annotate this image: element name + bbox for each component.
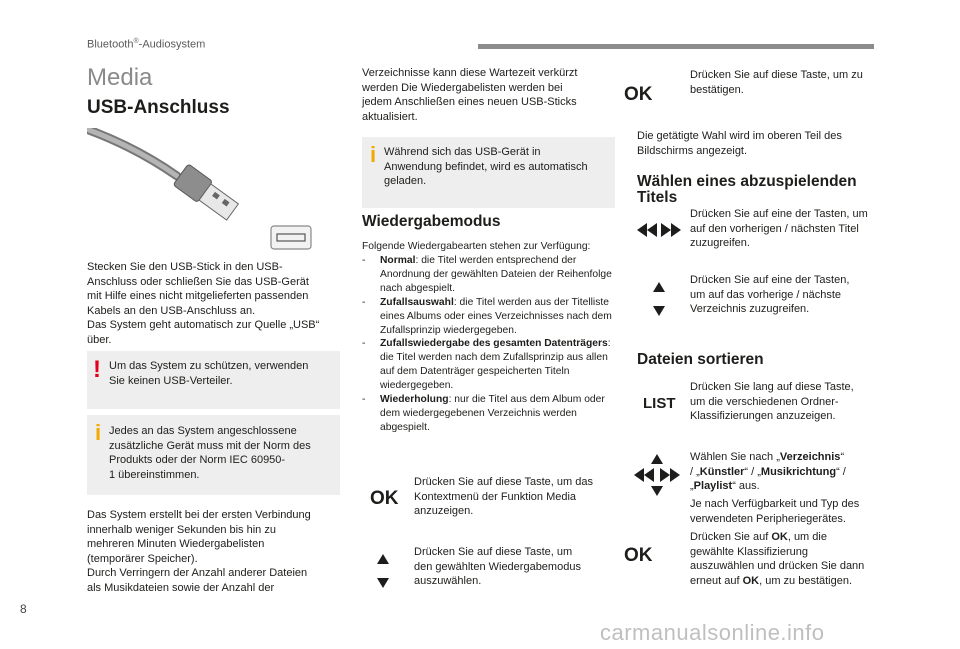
page-number: 8 <box>20 602 27 616</box>
list-long-press-text: Drücken Sie lang auf diese Taste, um die verschiedenen Ordner- Klassifizierungen anzuzeigen. <box>690 381 854 423</box>
warning-exclamation-icon: ! <box>93 356 101 383</box>
info-text-standard: Jedes an das System angeschlossene zusätzliche Gerät muss mit der Norm des Produkts oder der Norm IEC 60950- 1 übereinstimmen. <box>109 425 311 481</box>
left-right-arrows-icon <box>637 222 681 238</box>
mode-name: Normal <box>380 255 416 266</box>
ok-button-icon: OK <box>624 545 653 566</box>
usb-heading: USB-Anschluss <box>87 97 230 118</box>
page-header <box>87 38 205 51</box>
usb-connect-paragraph: Stecken Sie den USB-Stick in den USB- Anschluss oder schließen Sie das USB-Gerät mit Hilfe eines nicht mitgelieferten passenden Kabels an den USB-Anschluss an. Das System geht automatisch zur Quelle „USB“ über. <box>87 261 320 346</box>
usb-stick-illustration <box>87 128 317 253</box>
option-genre: Musikrichtung <box>760 465 837 478</box>
up-down-arrows-icon <box>652 282 666 316</box>
info-box-charging <box>362 137 615 208</box>
header-title-sup: ® <box>133 38 139 45</box>
track-prev-next-text: Drücken Sie auf eine der Tasten, um auf den vorherigen / nächsten Titel zuzugreifen. <box>690 208 868 250</box>
info-text-charging: Während sich das USB-Gerät in Anwendung befindet, wird es automatisch geladen. <box>384 146 588 188</box>
mode-desc: : die Titel werden entsprechend der Anordnung der gewählten Dateien der Reihenfolge nach abgespielt. <box>380 255 612 294</box>
list-button-icon: LIST <box>643 395 676 412</box>
mode-name: Wiederholung <box>380 394 449 406</box>
wait-time-paragraph: Verzeichnisse kann diese Wartezeit verkürzt werden Die Wiedergabelisten werden bei jedem Anschließen eines neuen USB-Sticks aktualisiert. <box>362 67 578 123</box>
mode-name: Zufallsauswahl <box>380 296 454 308</box>
watermark: carmanualsonline.info <box>600 620 825 645</box>
option-playlist: Playlist <box>693 480 733 493</box>
ok-confirm-text: Drücken Sie auf diese Taste, um zu bestätigen. <box>690 69 863 96</box>
info-box-standard <box>87 415 340 495</box>
folder-prev-next-text: Drücken Sie auf eine der Tasten, um auf das vorherige / nächste Verzeichnis zuzugreifen. <box>690 274 850 316</box>
playlist-paragraph: Das System erstellt bei der ersten Verbindung innerhalb weniger Sekunden bis hin zu mehreren Minuten Wiedergabelisten (temporärer Speicher). Durch Verringern der Anzahl anderer Dateien als Musikdateien sowie der Anzahl der <box>87 509 311 594</box>
selection-display-text: Die getätigte Wahl wird im oberen Teil des Bildschirms angezeigt. <box>637 130 842 157</box>
list-item: - Zufallsauswahl: die Titel werden aus der Titelliste eines Albums oder eines Verzeichnisses nach dem Zufallsprinzip wiedergegeben. <box>362 296 612 336</box>
track-select-heading: Wählen eines abzuspielenden Titels <box>637 173 857 206</box>
list-item: - Zufallswiedergabe des gesamten Datenträgers: die Titel werden nach dem Zufallsprinzip aus allen auf dem Datenträger gespeicherten Titeln wiedergegeben. <box>362 338 611 392</box>
header-title-pre: Bluetooth <box>87 38 134 51</box>
option-artist: Künstler <box>699 465 745 478</box>
ok-context-menu-text: Drücken Sie auf diese Taste, um das Kontextmenü der Funktion Media anzuzeigen. <box>414 476 593 518</box>
list-item: - Normal: die Titel werden entsprechend der Anordnung der gewählten Dateien der Reihenfolge nach abgespielt. <box>362 255 612 294</box>
four-way-arrows-icon <box>634 454 680 496</box>
modes-intro: Folgende Wiedergabearten stehen zur Verfügung: <box>362 241 591 252</box>
header-divider-bar <box>478 44 874 49</box>
up-down-arrows-icon <box>376 554 390 588</box>
media-heading: Media <box>87 64 153 91</box>
availability-text: Je nach Verfügbarkeit und Typ des verwendeten Peripheriegerätes. <box>690 498 860 525</box>
mode-desc: : die Titel werden nach dem Zufallsprinzip aus allen auf dem Datenträger gespeicherten Titeln wiedergegeben. <box>380 338 611 392</box>
classification-choice-text: Wählen Sie nach „Verzeichnis“ / „Künstler“ / „Musikrichtung“ / „Playlist“ aus. <box>690 451 846 493</box>
list-item: - Wiederholung: nur die Titel aus dem Album oder dem wiedergegebenen Verzeichnis werden abgespielt. <box>362 394 605 433</box>
ok-button-icon: OK <box>370 488 399 509</box>
warning-text: Um das System zu schützen, verwenden Sie keinen USB-Verteiler. <box>109 360 309 387</box>
ok-classification-text: Drücken Sie auf OK, um die gewählte Klassifizierung auszuwählen und drücken Sie dann erneut auf OK, um zu bestätigen. <box>690 531 865 587</box>
mode-desc: : die Titel werden aus der Titelliste eines Albums oder eines Verzeichnisses nach dem Zufallsprinzip wiedergegeben. <box>380 296 612 336</box>
playback-mode-heading: Wiedergabemodus <box>362 213 501 230</box>
info-i-icon: i <box>95 420 102 445</box>
info-i-icon: i <box>370 142 377 167</box>
mode-name: Zufallswiedergabe des gesamten Datenträgers <box>380 338 608 350</box>
mode-select-text: Drücken Sie auf diese Taste, um den gewählten Wiedergabemodus auszuwählen. <box>414 546 581 588</box>
header-title-post: -Audiosystem <box>138 38 206 51</box>
sort-files-heading: Dateien sortieren <box>637 351 764 368</box>
warning-box <box>87 351 340 409</box>
ok-button-icon: OK <box>624 84 653 105</box>
playback-modes-list <box>362 254 612 435</box>
mode-desc: : nur die Titel aus dem Album oder dem wiedergegebenen Verzeichnis werden abgespielt. <box>380 394 605 433</box>
option-directory: Verzeichnis <box>779 451 841 463</box>
